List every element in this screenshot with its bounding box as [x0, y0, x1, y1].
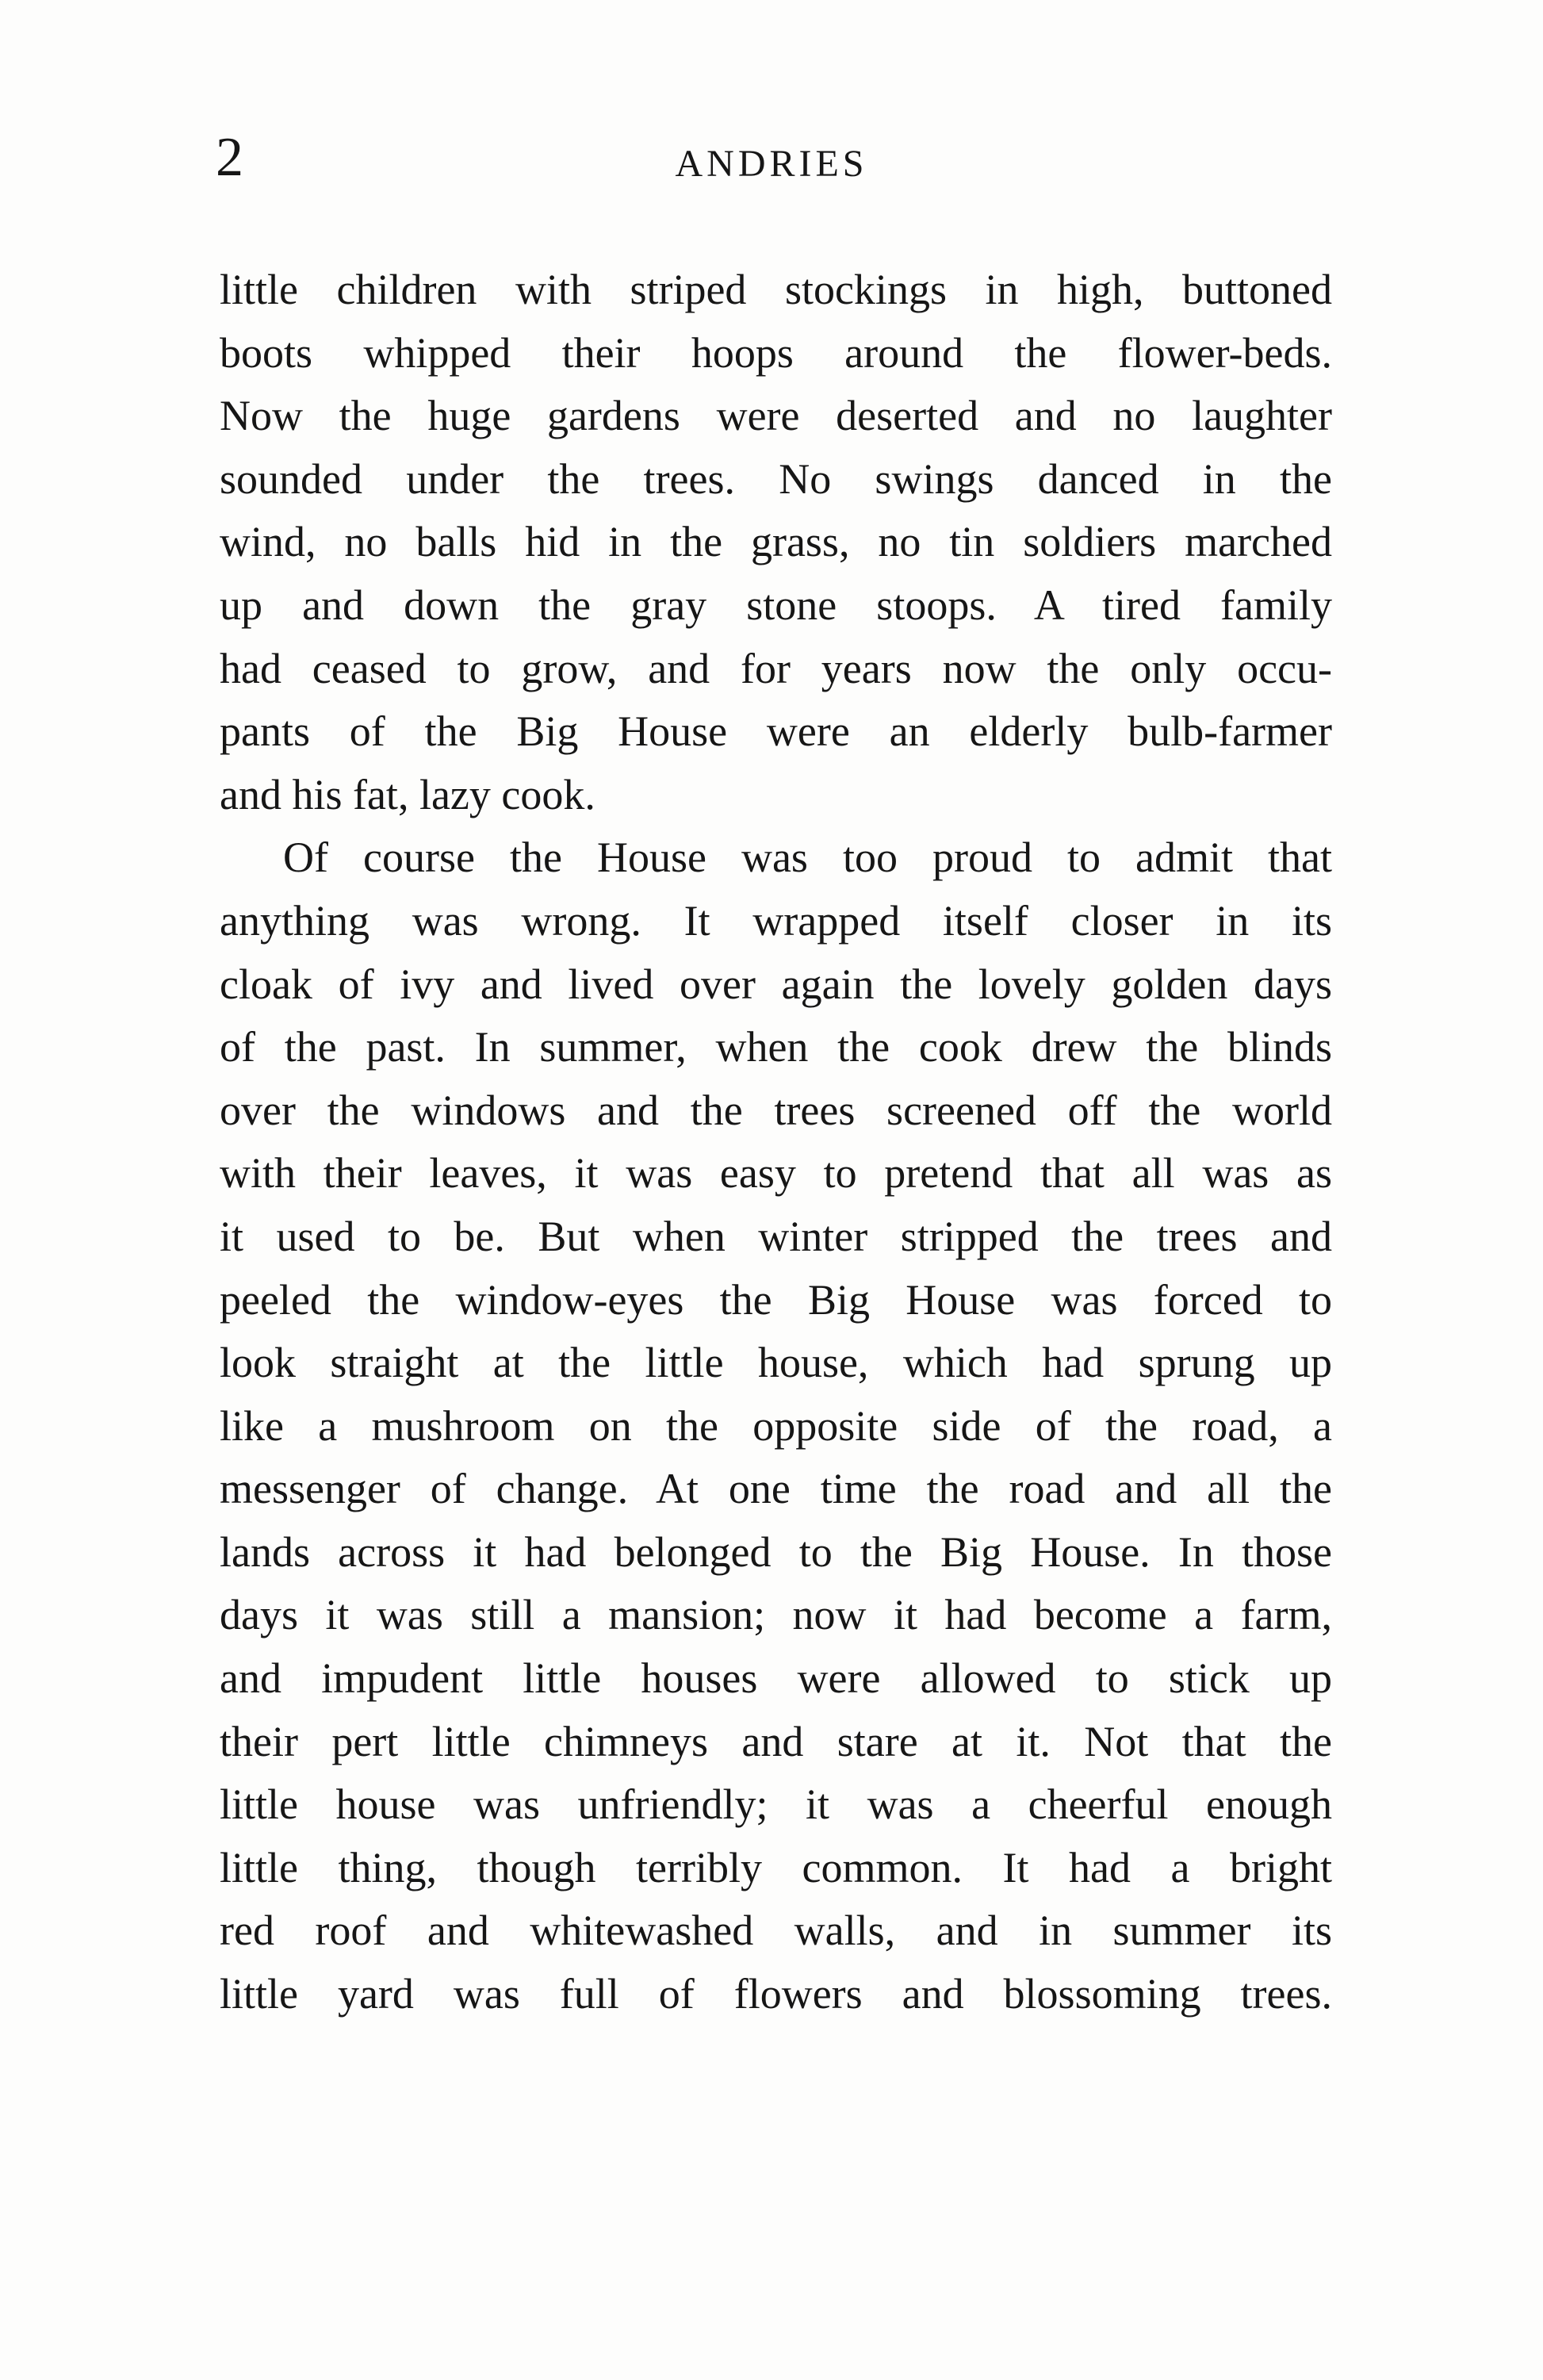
text-line: lands across it had belonged to the Big House. In those [220, 1527, 1332, 1576]
text-line: pants of the Big House were an elderly bulb-farmer [220, 707, 1332, 756]
text-line: wind, no balls hid in the grass, no tin soldiers marched [220, 518, 1332, 566]
text-line: little house was unfriendly; it was a cheerful enough [220, 1780, 1332, 1829]
text-line: Now the huge gardens were deserted and no laughter [220, 392, 1332, 440]
text-line: of the past. In summer, when the cook drew the blinds [220, 1023, 1332, 1071]
text-line: peeled the window-eyes the Big House was forced to [220, 1275, 1332, 1324]
text-line: little thing, though terribly common. It had a bright [220, 1843, 1332, 1891]
text-line: and impudent little houses were allowed to stick up [220, 1654, 1332, 1703]
text-line: messenger of change. At one time the road and all the [220, 1465, 1332, 1513]
text-line: anything was wrong. It wrapped itself closer in its [220, 896, 1332, 945]
text-line: over the windows and the trees screened off the world [220, 1086, 1332, 1134]
text-line: boots whipped their hoops around the flower-beds. [220, 328, 1332, 377]
body-text-block [220, 259, 1332, 2026]
text-line: red roof and whitewashed walls, and in summer its [220, 1907, 1332, 1955]
page-number: 2 [216, 127, 243, 188]
text-line: with their leaves, it was easy to pretend that all was as [220, 1149, 1332, 1198]
text-line: little yard was full of flowers and blossoming trees. [220, 1970, 1332, 2018]
text-line: had ceased to grow, and for years now the only occu- [220, 644, 1332, 692]
text-line: little children with striped stockings in high, buttoned [220, 266, 1332, 313]
running-header: ANDRIES [675, 143, 868, 185]
text-line: sounded under the trees. No swings danced in the [220, 454, 1332, 503]
text-line-paragraph-end: and his fat, lazy cook. [220, 770, 595, 818]
text-line: up and down the gray stone stoops. A tired family [220, 581, 1332, 629]
text-line: look straight at the little house, which had sprung up [220, 1339, 1332, 1387]
text-line: it used to be. But when winter stripped the trees and [220, 1212, 1332, 1260]
text-line-paragraph-start: Of course the House was too proud to admit that [283, 834, 1332, 882]
text-line: days it was still a mansion; now it had become a farm, [220, 1591, 1332, 1639]
text-line: like a mushroom on the opposite side of the road, a [220, 1401, 1332, 1450]
text-line: cloak of ivy and lived over again the lovely golden days [220, 960, 1332, 1008]
text-line: their pert little chimneys and stare at it. Not that the [220, 1717, 1332, 1765]
